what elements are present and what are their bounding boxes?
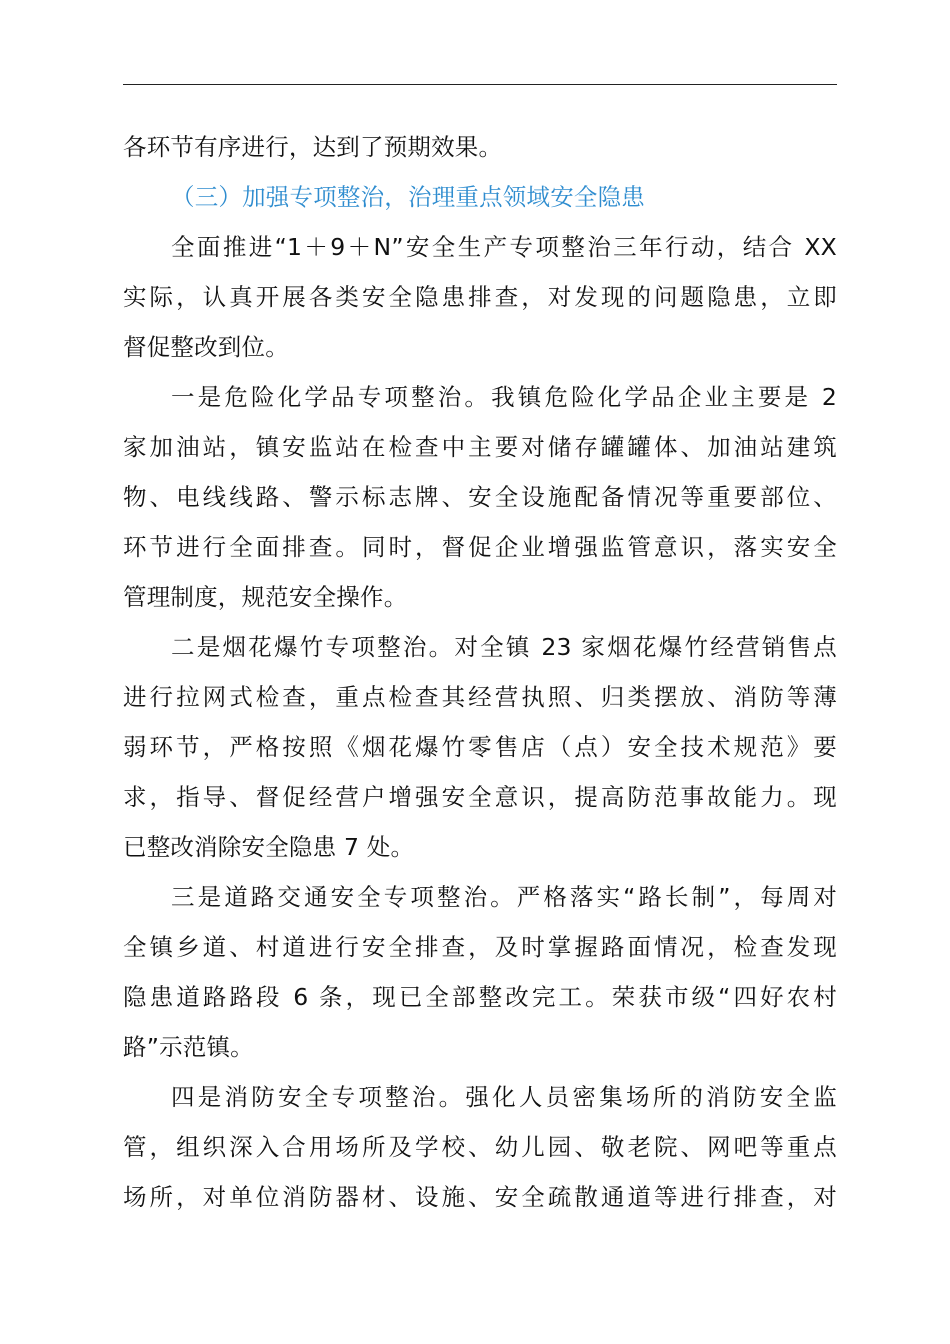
- text-line: 隐患道路路段 6 条，现已全部整改完工。荣获市级“四好农村: [123, 983, 837, 1011]
- text-line: 路”示范镇。: [123, 1033, 254, 1061]
- text-line: 管，组织深入合用场所及学校、幼儿园、敬老院、网吧等重点: [123, 1133, 837, 1161]
- text-line: 全面推进“1＋9＋N”安全生产专项整治三年行动，结合 XX: [171, 233, 837, 261]
- header-rule: [123, 84, 837, 85]
- text-line: 环节进行全面排查。同时，督促企业增强监管意识，落实安全: [123, 533, 837, 561]
- text-line: 督促整改到位。: [123, 333, 289, 361]
- text-line: 一是危险化学品专项整治。我镇危险化学品企业主要是 2: [171, 383, 837, 411]
- text-line: 二是烟花爆竹专项整治。对全镇 23 家烟花爆竹经营销售点: [171, 633, 837, 661]
- text-line: 进行拉网式检查，重点检查其经营执照、归类摆放、消防等薄: [123, 683, 837, 711]
- text-line: 物、电线线路、警示标志牌、安全设施配备情况等重要部位、: [123, 483, 837, 511]
- text-line: 场所，对单位消防器材、设施、安全疏散通道等进行排查，对: [123, 1183, 837, 1211]
- document-body: [123, 122, 837, 1222]
- text-line: 全镇乡道、村道进行安全排查，及时掌握路面情况，检查发现: [123, 933, 837, 961]
- section-heading: （三）加强专项整治，治理重点领域安全隐患: [171, 183, 645, 211]
- text-line: 已整改消除安全隐患 7 处。: [123, 833, 415, 861]
- text-line: 管理制度，规范安全操作。: [123, 583, 408, 611]
- text-line: 弱环节，严格按照《烟花爆竹零售店（点）安全技术规范》要: [123, 733, 837, 761]
- text-line: 四是消防安全专项整治。强化人员密集场所的消防安全监: [171, 1083, 837, 1111]
- text-line: 三是道路交通安全专项整治。严格落实“路长制”，每周对: [171, 883, 837, 911]
- text-line: 各环节有序进行，达到了预期效果。: [123, 133, 503, 161]
- text-line: 求，指导、督促经营户增强安全意识，提高防范事故能力。现: [123, 783, 837, 811]
- text-line: 家加油站，镇安监站在检查中主要对储存罐罐体、加油站建筑: [123, 433, 837, 461]
- text-line: 实际，认真开展各类安全隐患排查，对发现的问题隐患，立即: [123, 283, 837, 311]
